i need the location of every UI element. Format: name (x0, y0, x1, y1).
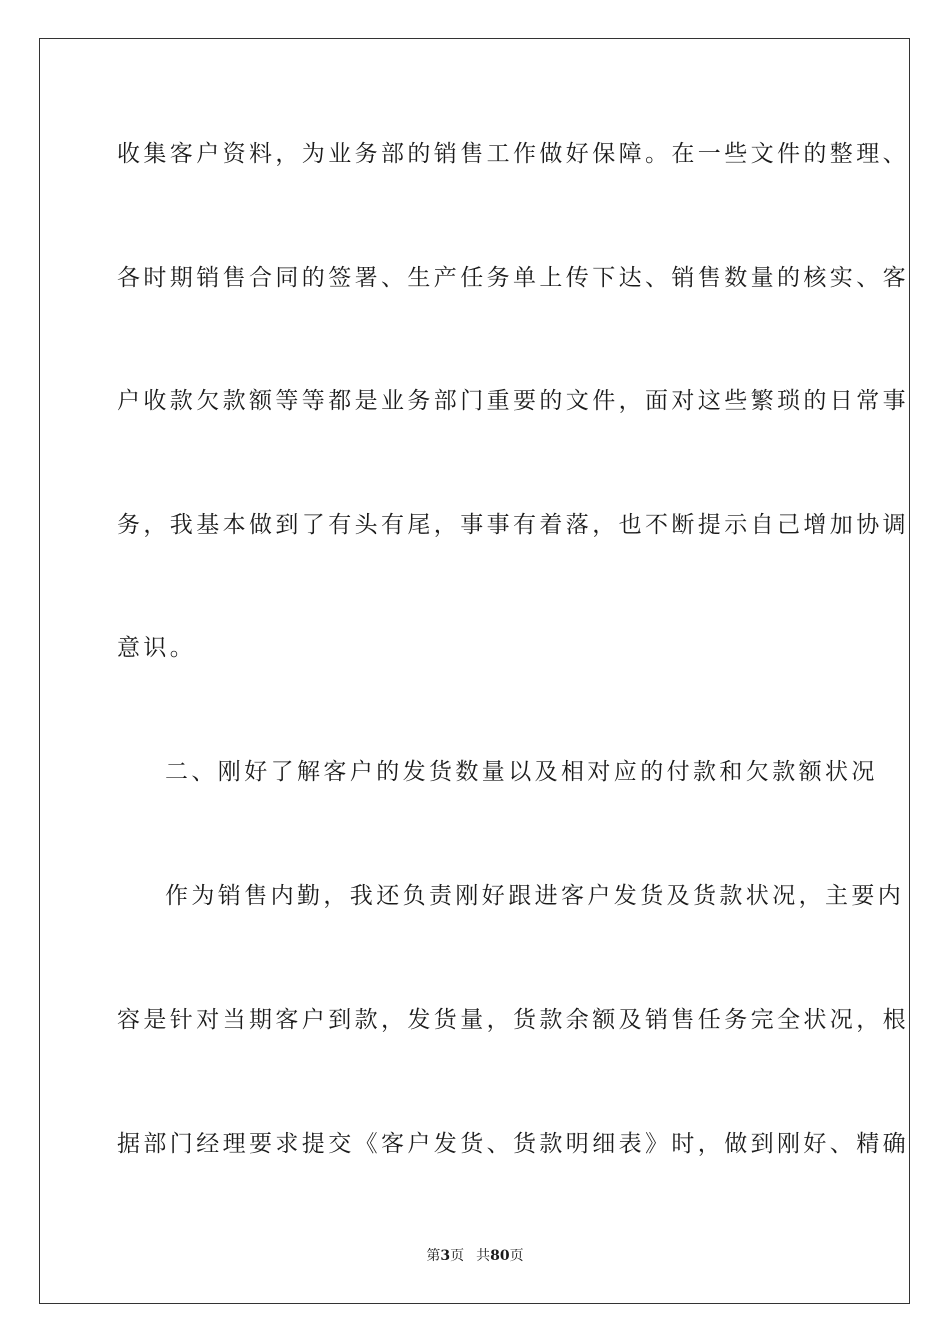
page-footer (0, 1246, 950, 1266)
body-line-4: 务，我基本做到了有头有尾，事事有着落，也不断提示自己增加协调 (117, 512, 909, 538)
section-heading: 二、刚好了解客户的发货数量以及相对应的付款和欠款额状况 (165, 759, 878, 785)
page-border (39, 38, 910, 1304)
footer-total-pages: 80 (490, 1248, 510, 1264)
body-line-5: 意识。 (117, 635, 197, 661)
body-line-2: 各时期销售合同的签署、生产任务单上传下达、销售数量的核实、客 (117, 265, 909, 291)
footer-page-suffix: 页 (450, 1248, 465, 1264)
body-line-9: 据部门经理要求提交《客户发货、货款明细表》时，做到刚好、精确 (117, 1131, 909, 1157)
body-line-8: 容是针对当期客户到款，发货量，货款余额及销售任务完全状况，根 (117, 1007, 909, 1033)
body-line-7: 作为销售内勤，我还负责刚好跟进客户发货及货款状况，主要内 (165, 883, 905, 909)
footer-page-prefix: 第 (426, 1248, 441, 1264)
footer-page-number: 3 (440, 1248, 451, 1264)
body-line-1: 收集客户资料，为业务部的销售工作做好保障。在一些文件的整理、 (117, 141, 909, 167)
footer-total-suffix: 页 (509, 1248, 524, 1264)
body-line-3: 户收款欠款额等等都是业务部门重要的文件，面对这些繁琐的日常事 (117, 388, 909, 414)
footer-total-prefix: 共 (476, 1248, 491, 1264)
